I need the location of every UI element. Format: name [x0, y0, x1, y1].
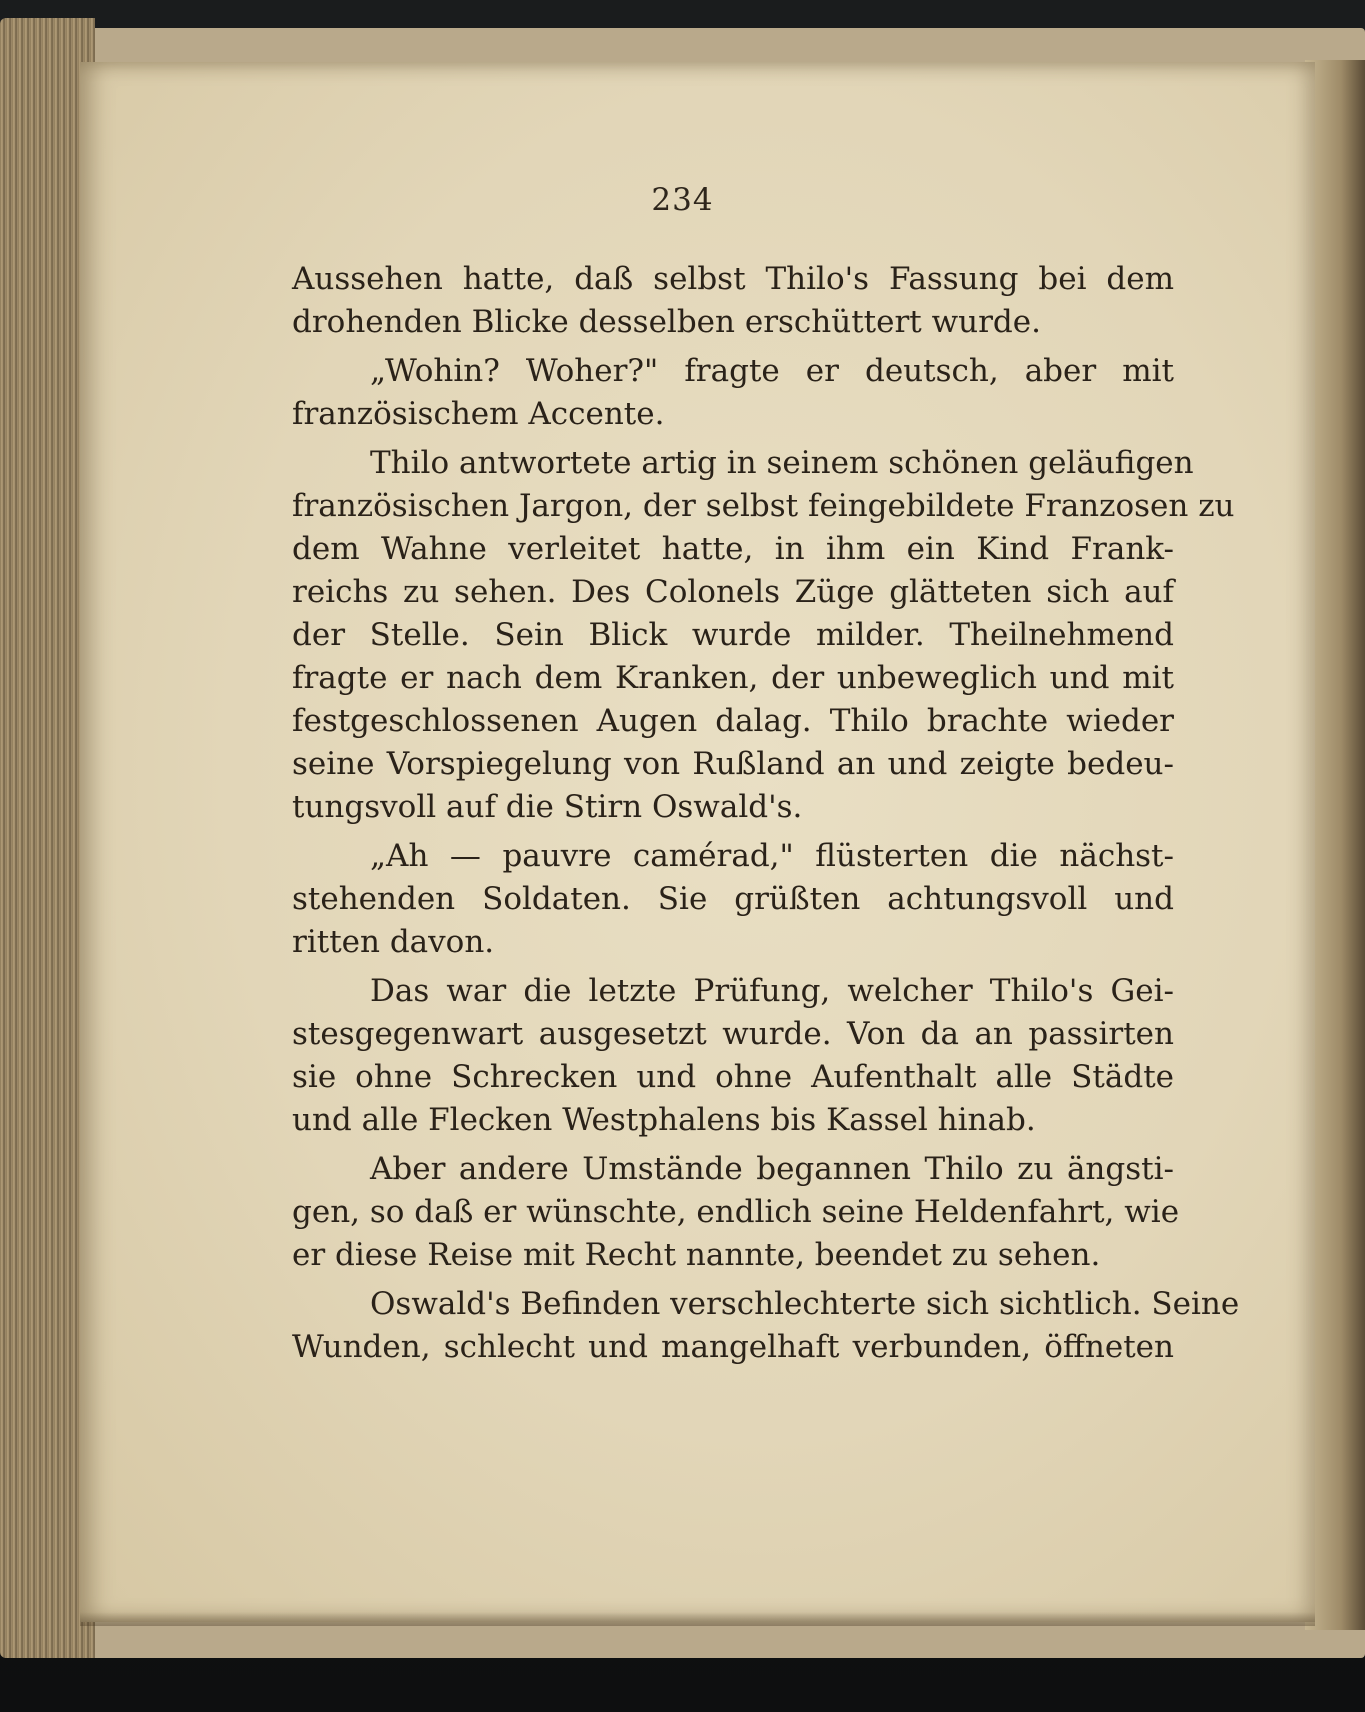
- text-line: festgeschlossenen Augen dalag. Thilo brachte wieder: [292, 703, 1174, 739]
- text-line: Thilo antwortete artig in seinem schönen geläufigen: [370, 445, 1194, 481]
- text-line: seine Vorspiegelung von Rußland an und zeigte bedeu-: [292, 746, 1174, 782]
- text-line: ritten davon.: [292, 924, 495, 960]
- text-line: Oswald's Befinden verschlechterte sich sichtlich. Seine: [370, 1286, 1240, 1322]
- text-line: Wunden, schlecht und mangelhaft verbunden, öffneten: [292, 1329, 1174, 1365]
- text-line: und alle Flecken Westphalens bis Kassel hinab.: [292, 1102, 1036, 1138]
- text-line: stehenden Soldaten. Sie grüßten achtungsvoll und: [292, 881, 1174, 917]
- text-line: „Wohin? Woher?" fragte er deutsch, aber mit: [370, 353, 1174, 389]
- text-line: reichs zu sehen. Des Colonels Züge glätteten sich auf: [292, 574, 1174, 610]
- body-text: [292, 258, 1240, 1369]
- text-line: französischen Jargon, der selbst feingebildete Franzosen zu: [292, 488, 1235, 524]
- text-line: gen, so daß er wünschte, endlich seine Heldenfahrt, wie: [292, 1194, 1180, 1230]
- text-line: Aber andere Umstände begannen Thilo zu ängsti-: [370, 1151, 1174, 1187]
- text-line: französischem Accente.: [292, 396, 665, 432]
- text-line: stesgegenwart ausgesetzt wurde. Von da an passirten: [292, 1016, 1174, 1052]
- text-line: sie ohne Schrecken und ohne Aufenthalt alle Städte: [292, 1059, 1174, 1095]
- text-line: Das war die letzte Prüfung, welcher Thilo's Gei-: [370, 973, 1174, 1009]
- text-line: Aussehen hatte, daß selbst Thilo's Fassung bei dem: [292, 261, 1174, 297]
- page-bottom-shadow: [80, 1612, 1315, 1626]
- text-line: fragte er nach dem Kranken, der unbeweglich und mit: [292, 660, 1174, 696]
- text-line: dem Wahne verleitet hatte, in ihm ein Kind Frank-: [292, 531, 1174, 567]
- text-line: er diese Reise mit Recht nannte, beendet zu sehen.: [292, 1237, 1101, 1273]
- text-line: drohenden Blicke desselben erschüttert wurde.: [292, 304, 1041, 340]
- text-line: „Ah — pauvre camérad," flüsterten die nächst-: [370, 838, 1174, 874]
- text-line: der Stelle. Sein Blick wurde milder. Theilnehmend: [292, 617, 1174, 653]
- page-number: 234: [651, 182, 714, 218]
- text-line: tungsvoll auf die Stirn Oswald's.: [292, 789, 803, 825]
